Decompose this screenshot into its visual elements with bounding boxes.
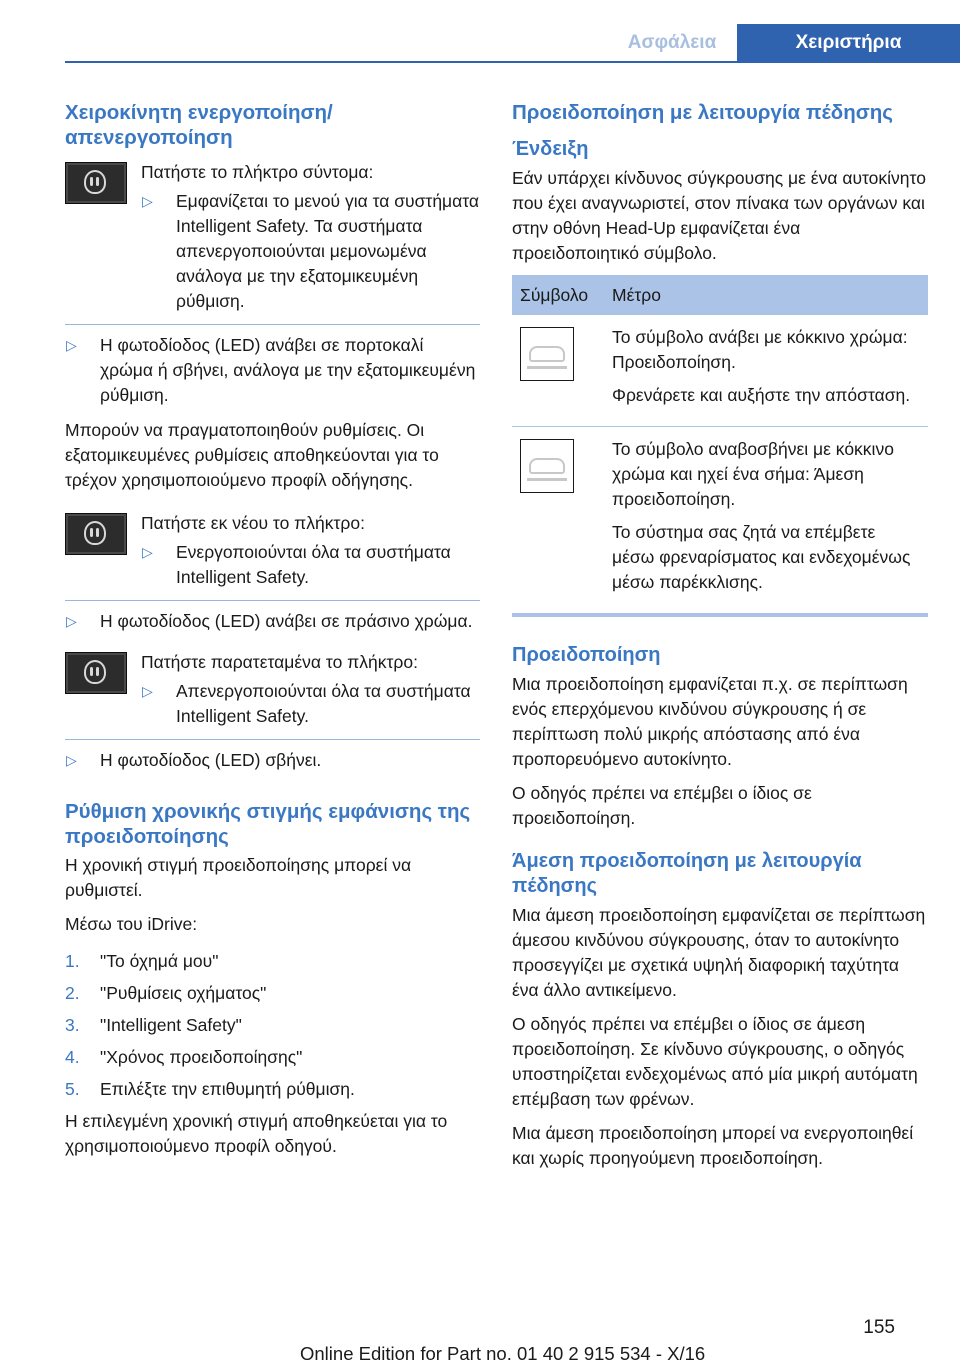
button-instruction-long-press xyxy=(65,650,480,739)
table-header-measure: Μέτρο xyxy=(604,275,928,315)
list-item: 2. "Ρυθμίσεις οχήματος" xyxy=(65,983,267,1003)
list-item: ▷ Η φωτοδίοδος (LED) ανάβει σε πράσινο χρώμα. xyxy=(65,609,480,634)
divider xyxy=(65,324,480,325)
list-item: ▷ Η φωτοδίοδος (LED) σβήνει. xyxy=(65,748,480,773)
paragraph: Εάν υπάρχει κίνδυνος σύγκρουσης με ένα αυτοκίνητο που έχει αναγνωριστεί, στον πίνακα των οργάνων και στην οθόνη Head-Up εμφανίζεται ένα προειδοποιητικό σύμβολο. xyxy=(512,168,926,263)
paragraph: Μια προειδοποίηση εμφανίζεται π.χ. σε περίπτωση ενός επερχόμενου κινδύνου σύγκρουσης ή σε περίπτωση πολύ μικρής απόστασης από ένα προπορευόμενο αυτοκίνητο. xyxy=(512,674,908,769)
paragraph: Μια άμεση προειδοποίηση μπορεί να ενεργοποιηθεί και χωρίς προηγούμενη προειδοποίηση. xyxy=(512,1123,914,1168)
list-item: 1. "Το όχημά μου" xyxy=(65,951,219,971)
triangle-right-icon: ▷ xyxy=(66,337,77,353)
section-title-manual-activation: Χειροκίνητη ενεργοποίηση/απενεργοποίηση xyxy=(65,101,333,149)
idrive-steps-list xyxy=(65,949,480,1102)
subsection-title-acute-warning: Άμεση προειδοποίηση με λειτουργία πέδησης xyxy=(512,850,862,897)
button-instruction-short-press xyxy=(65,160,480,324)
car-warning-icon xyxy=(520,327,574,381)
button-instruction-press-again xyxy=(65,511,480,600)
table-cell-text: Το σύμβολο ανάβει με κόκκινο χρώμα: Προειδοποίηση. xyxy=(612,327,908,372)
table-row xyxy=(512,315,928,427)
paragraph: Μπορούν να πραγματοποιηθούν ρυθμίσεις. Οι εξατομικευμένες ρυθμίσεις αποθηκεύονται για το τρέχον χρησιμοποιούμενο προφίλ οδήγησης. xyxy=(65,420,439,490)
triangle-right-icon: ▷ xyxy=(142,544,153,560)
paragraph: Ο οδηγός πρέπει να επέμβει ο ίδιος σε προειδοποίηση. xyxy=(512,783,812,828)
paragraph: Μια άμεση προειδοποίηση εμφανίζεται σε περίπτωση άμεσου κινδύνου σύγκρουσης, όταν το αυτοκίνητο προσεγγίζει με σχετικά υψηλή διαφορική ταχύτητα ένα άλλο αντικείμενο. xyxy=(512,905,926,1000)
divider xyxy=(65,739,480,740)
list-item: 5. Επιλέξτε την επιθυμητή ρύθμιση. xyxy=(65,1079,355,1099)
left-column xyxy=(65,100,480,1168)
table-header-symbol: Σύμβολο xyxy=(512,275,604,315)
section-title-brake-warning: Προειδοποίηση με λειτουργία πέδησης xyxy=(512,101,893,124)
divider xyxy=(65,600,480,601)
tab-safety[interactable]: Ασφάλεια xyxy=(627,32,717,53)
paragraph: Μέσω του iDrive: xyxy=(65,914,198,934)
car-warning-icon xyxy=(520,439,574,493)
intelligent-safety-button-icon xyxy=(65,162,127,204)
list-item: ▷ Η φωτοδίοδος (LED) ανάβει σε πορτοκαλί χρώμα ή σβήνει, ανάλογα με την εξατομικευμένη ρύθμιση. xyxy=(66,335,476,405)
tab-controls[interactable]: Χειριστήρια xyxy=(737,24,960,62)
paragraph: Η χρονική στιγμή προειδοποίησης μπορεί να ρυθμιστεί. xyxy=(65,855,412,900)
paragraph: Ο οδηγός πρέπει να επέμβει ο ίδιος σε άμεση προειδοποίηση. Σε κίνδυνο σύγκρουσης, ο οδηγός υποστηρίζεται ενδεχομένως από μία μικρή αυτόματη επέμβαση των φρένων. xyxy=(512,1014,918,1109)
symbol-table xyxy=(512,275,928,613)
instruction-text: Πατήστε το πλήκτρο σύντομα: xyxy=(141,162,374,182)
list-item: 3. "Intelligent Safety" xyxy=(65,1015,242,1035)
subsection-title-display: Ένδειξη xyxy=(512,138,589,160)
paragraph: Η επιλεγμένη χρονική στιγμή αποθηκεύεται για το χρησιμοποιούμενο προφίλ οδηγού. xyxy=(65,1111,448,1156)
list-item: ▷ Ενεργοποιούνται όλα τα συστήματα Intelligent Safety. xyxy=(142,542,451,587)
page-number: 155 xyxy=(863,1317,895,1338)
section-title-warning-time: Ρύθμιση χρονικής στιγμής εμφάνισης της προειδοποίησης xyxy=(65,800,471,848)
table-cell-text: Το σύστημα σας ζητά να επέμβετε μέσω φρεναρίσματος και ενδεχομένως μέσω παρέκκλισης. xyxy=(612,522,911,592)
subsection-title-warning: Προειδοποίηση xyxy=(512,644,661,666)
page-header xyxy=(0,0,960,62)
instruction-text: Πατήστε παρατεταμένα το πλήκτρο: xyxy=(141,652,418,672)
triangle-right-icon: ▷ xyxy=(66,752,77,768)
list-item: ▷ Εμφανίζεται το μενού για τα συστήματα Intelligent Safety. Τα συστήματα απενεργοποιούνται μεμονωμένα ανάλογα με την εξατομικευμένη ρύθμιση. xyxy=(142,191,480,311)
list-item: ▷ Απενεργοποιούνται όλα τα συστήματα Intelligent Safety. xyxy=(142,681,471,726)
table-bottom-rule xyxy=(512,613,928,617)
right-column xyxy=(512,100,928,1180)
table-cell-text: Το σύμβολο αναβοσβήνει με κόκκινο χρώμα και ηχεί ένα σήμα: Άμεση προειδοποίηση. xyxy=(612,439,894,509)
edition-line: Online Edition for Part no. 01 40 2 915 534 - X/16 xyxy=(300,1343,706,1364)
triangle-right-icon: ▷ xyxy=(142,683,153,699)
instruction-text: Πατήστε εκ νέου το πλήκτρο: xyxy=(141,513,365,533)
list-item: 4. "Χρόνος προειδοποίησης" xyxy=(65,1047,303,1067)
triangle-right-icon: ▷ xyxy=(66,613,77,629)
page-footer xyxy=(0,1310,960,1362)
table-row xyxy=(512,427,928,614)
table-cell-text: Φρενάρετε και αυξήστε την απόσταση. xyxy=(612,385,911,405)
header-rule xyxy=(65,61,960,63)
intelligent-safety-button-icon xyxy=(65,513,127,555)
intelligent-safety-button-icon xyxy=(65,652,127,694)
triangle-right-icon: ▷ xyxy=(142,193,153,209)
